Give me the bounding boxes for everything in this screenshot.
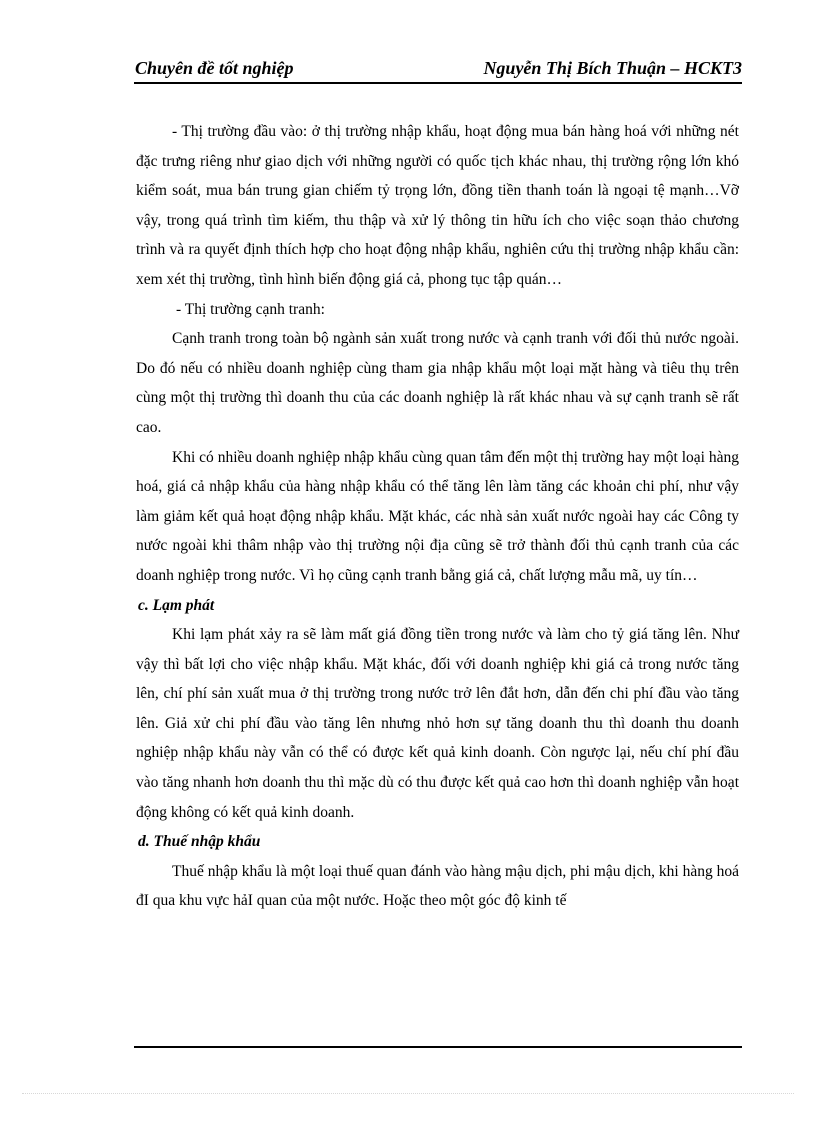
paragraph-many-importers: Khi có nhiều doanh nghiệp nhập khẩu cùng quan tâm đến một thị trường hay một loại hàng hoá, giá cả nhập khẩu của hàng nhập khẩu có thể tăng lên làm tăng các khoản chi phí, như vậy làm giảm kết quả hoạt động nhập khẩu. Mặt khác, các nhà sản xuất nước ngoài hay các Công ty nước ngoài khi thâm nhập vào thị trường nội địa cũng sẽ trở thành đối thủ cạnh tranh của các doanh nghiệp trong nước. Vì họ cũng cạnh tranh bằng giá cả, chất lượng mẫu mã, uy tín…	[136, 448, 739, 584]
page-body	[136, 117, 739, 916]
section-heading-import-tax: d. Thuế nhập khẩu	[138, 833, 261, 851]
paragraph-competitive-market-label: - Thị trường cạnh tranh:	[176, 300, 325, 318]
paragraph-inflation: Khi lạm phát xảy ra sẽ làm mất giá đồng tiền trong nước và làm cho tỷ giá tăng lên. Như vậy thì bất lợi cho việc nhập khẩu. Mặt khác, đối với doanh nghiệp khi giá cả trong nước tăng lên, chí phí sản xuất mua ở thị trường trong nước trở lên đắt hơn, dẫn đến chi phí đầu vào tăng lên. Giả xử chi phí đầu vào tăng lên nhưng nhỏ hơn sự tăng doanh thu thì doanh thu doanh nghiệp nhập khẩu này vẫn có thể có được kết quả kinh doanh. Còn ngược lại, nếu chí phí đầu vào tăng nhanh hơn doanh thu thì mặc dù có thu được kết quả cao hơn thì doanh nghiệp vẫn hoạt động không có kết quả kinh doanh.	[136, 626, 739, 821]
section-heading-inflation: c. Lạm phát	[138, 596, 215, 614]
paragraph-import-tax: Thuế nhập khẩu là một loại thuế quan đánh vào hàng mậu dịch, phi mậu dịch, khi hàng hoá đI qua khu vực hảI quan của một nước. Hoặc theo một góc độ kinh tế	[136, 862, 739, 910]
page-edge-divider	[22, 1093, 794, 1094]
paragraph-input-market: - Thị trường đầu vào: ở thị trường nhập khẩu, hoạt động mua bán hàng hoá với những nét đặc trưng riêng như giao dịch với những người có quốc tịch khác nhau, thị trường rộng lớn khó kiểm soát, mua bán trung gian chiếm tỷ trọng lớn, đồng tiền thanh toán là ngoại tệ mạnh…Vỡ vậy, trong quá trình tìm kiếm, thu thập và xử lý thông tin hữu ích cho việc soạn thảo chương trình và ra quyết định thích hợp cho hoạt động nhập khẩu, nghiên cứu thị trường nhập khẩu cần: xem xét thị trường, tình hình biến động giá cả, phong tục tập quán…	[136, 123, 739, 288]
page-header	[134, 56, 742, 84]
header-document-title: Chuyên đề tốt nghiệp	[135, 58, 294, 78]
paragraph-competition: Cạnh tranh trong toàn bộ ngành sản xuất trong nước và cạnh tranh với đối thủ nước ngoài. Do đó nếu có nhiều doanh nghiệp cùng tham gia nhập khẩu một loại mặt hàng và tiêu thụ trên cùng một thị trường thì doanh thu của các doanh nghiệp là rất khác nhau và sự cạnh tranh sẽ rất cao.	[136, 330, 739, 436]
header-author: Nguyễn Thị Bích Thuận – HCKT3	[483, 58, 742, 78]
footer-rule	[134, 1046, 742, 1048]
